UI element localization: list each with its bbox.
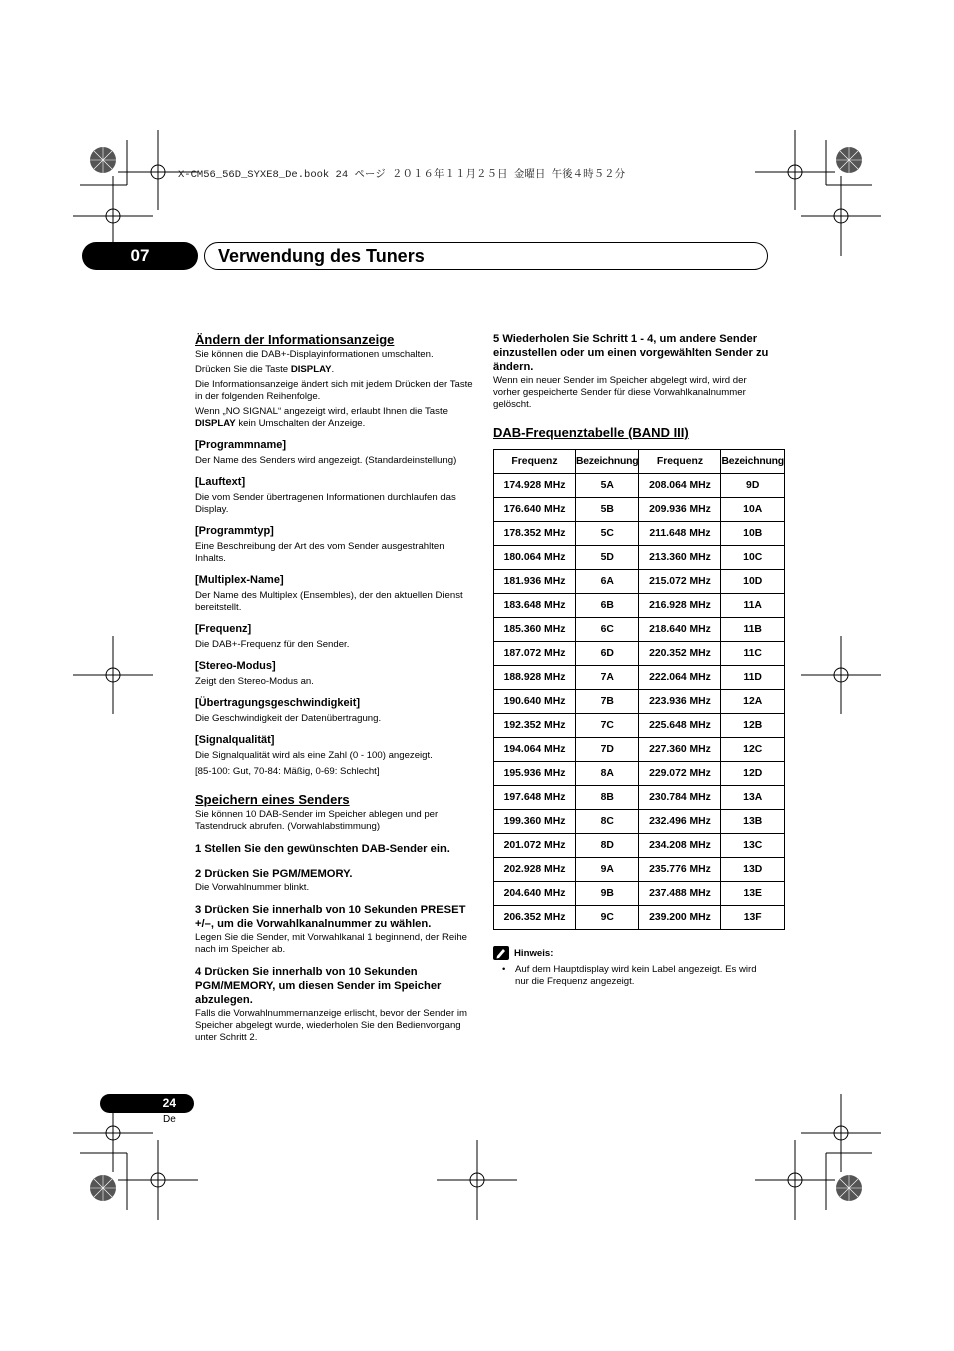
step-3: 3 Drücken Sie innerhalb von 10 Sekunden PRESET +/–, um die Vorwahlkanalnummer zu wählen. <box>195 904 466 930</box>
step-4: 4 Drücken Sie innerhalb von 10 Sekunden PGM/MEMORY, um diesen Sender im Speicher abzulegen. <box>195 966 442 1006</box>
table-row <box>494 738 785 762</box>
table-cell: 230.784 MHz <box>639 786 721 810</box>
item-text: Die DAB+-Frequenz für den Sender. <box>195 639 350 650</box>
table-cell: 11D <box>721 666 784 690</box>
item-text: Der Name des Senders wird angezeigt. (Standardeinstellung) <box>195 455 457 466</box>
table-cell: 6C <box>576 618 639 642</box>
table-cell: 220.352 MHz <box>639 642 721 666</box>
table-cell: 11A <box>721 594 784 618</box>
table-cell: 181.936 MHz <box>494 570 576 594</box>
item-label: [Signalqualität] <box>195 734 275 746</box>
paragraph: Sie können 10 DAB-Sender im Speicher ablegen und per Tastendruck abrufen. (Vorwahlabstimmung) <box>195 809 439 832</box>
step-5: 5 Wiederholen Sie Schritt 1 - 4, um andere Sender einzustellen oder um einen vorgewählten Sender zu ändern. <box>493 333 769 373</box>
table-cell: 8C <box>576 810 639 834</box>
item-label: [Übertragungsgeschwindigkeit] <box>195 697 361 709</box>
table-header-row <box>494 450 785 474</box>
step-2: 2 Drücken Sie PGM/MEMORY. <box>195 868 353 880</box>
note-text: Auf dem Hauptdisplay wird kein Label angezeigt. Es wird nur die Frequenz angezeigt. <box>515 964 757 987</box>
header-cell: Frequenz <box>639 450 721 474</box>
table-cell: 8B <box>576 786 639 810</box>
header-cell: Bezeichnung <box>576 450 639 474</box>
table-cell: 9C <box>576 906 639 930</box>
section-title-store-station: Speichern eines Senders <box>195 792 350 807</box>
item-text: Die Signalqualität wird als eine Zahl (0 - 100) angezeigt. <box>195 750 433 761</box>
table-row <box>494 546 785 570</box>
table-cell: 206.352 MHz <box>494 906 576 930</box>
item-text: Die vom Sender übertragenen Informationen durchlaufen das Display. <box>195 492 456 515</box>
table-row <box>494 786 785 810</box>
step-5-text: Wenn ein neuer Sender im Speicher abgelegt wird, wird der vorher gespeicherte Sender für diese Vorwahlkanalnummer gelöscht. <box>493 375 747 410</box>
table-cell: 5A <box>576 474 639 498</box>
table-cell: 176.640 MHz <box>494 498 576 522</box>
table-cell: 5B <box>576 498 639 522</box>
table-cell: 234.208 MHz <box>639 834 721 858</box>
table-row <box>494 714 785 738</box>
right-column <box>493 332 769 441</box>
table-cell: 197.648 MHz <box>494 786 576 810</box>
note-label: Hinweis: <box>514 948 554 959</box>
table-row <box>494 834 785 858</box>
item-label: [Stereo-Modus] <box>195 660 276 672</box>
table-cell: 180.064 MHz <box>494 546 576 570</box>
bullet-icon: • <box>502 964 506 975</box>
table-cell: 12A <box>721 690 784 714</box>
table-cell: 218.640 MHz <box>639 618 721 642</box>
table-cell: 9A <box>576 858 639 882</box>
chapter-number: 07 <box>82 242 198 270</box>
table-cell: 194.064 MHz <box>494 738 576 762</box>
table-cell: 199.360 MHz <box>494 810 576 834</box>
table-cell: 13F <box>721 906 784 930</box>
table-title: DAB-Frequenztabelle (BAND III) <box>493 425 689 440</box>
paragraph: Die Informationsanzeige ändert sich mit jedem Drücken der Taste in der folgenden Reihenfolge. <box>195 379 473 402</box>
item-text: Zeigt den Stereo-Modus an. <box>195 676 314 687</box>
table-cell: 239.200 MHz <box>639 906 721 930</box>
table-cell: 232.496 MHz <box>639 810 721 834</box>
table-cell: 13E <box>721 882 784 906</box>
item-label: [Multiplex-Name] <box>195 574 284 586</box>
table-cell: 13B <box>721 810 784 834</box>
table-cell: 10A <box>721 498 784 522</box>
paragraph: Drücken Sie die Taste DISPLAY. <box>195 364 335 375</box>
table-cell: 174.928 MHz <box>494 474 576 498</box>
table-cell: 208.064 MHz <box>639 474 721 498</box>
table-row <box>494 882 785 906</box>
table-cell: 10B <box>721 522 784 546</box>
table-row <box>494 522 785 546</box>
table-cell: 183.648 MHz <box>494 594 576 618</box>
frequency-table <box>493 449 785 930</box>
table-cell: 5D <box>576 546 639 570</box>
step-2-text: Die Vorwahlnummer blinkt. <box>195 882 310 893</box>
item-label: [Programmname] <box>195 439 287 451</box>
table-cell: 209.936 MHz <box>639 498 721 522</box>
table-row <box>494 690 785 714</box>
table-cell: 222.064 MHz <box>639 666 721 690</box>
page-number: 24 <box>100 1094 194 1113</box>
table-cell: 13A <box>721 786 784 810</box>
table-cell: 202.928 MHz <box>494 858 576 882</box>
paragraph: Wenn „NO SIGNAL“ angezeigt wird, erlaubt Ihnen die Taste DISPLAY kein Umschalten der Anzeige. <box>195 406 448 429</box>
left-column <box>195 332 473 1044</box>
paragraph: Sie können die DAB+-Displayinformationen umschalten. <box>195 349 434 360</box>
table-cell: 229.072 MHz <box>639 762 721 786</box>
section-title-info-display: Ändern der Informationsanzeige <box>195 332 395 347</box>
table-row <box>494 498 785 522</box>
table-cell: 7B <box>576 690 639 714</box>
table-row <box>494 666 785 690</box>
table-row <box>494 858 785 882</box>
table-cell: 223.936 MHz <box>639 690 721 714</box>
page-language: De <box>163 1114 176 1125</box>
table-cell: 6B <box>576 594 639 618</box>
step-3-text: Legen Sie die Sender, mit Vorwahlkanal 1 beginnend, der Reihe nach im Speicher ab. <box>195 932 468 955</box>
table-cell: 201.072 MHz <box>494 834 576 858</box>
table-cell: 10D <box>721 570 784 594</box>
table-cell: 7D <box>576 738 639 762</box>
table-cell: 188.928 MHz <box>494 666 576 690</box>
item-text: Die Geschwindigkeit der Datenübertragung. <box>195 713 382 724</box>
table-cell: 13D <box>721 858 784 882</box>
table-cell: 225.648 MHz <box>639 714 721 738</box>
table-cell: 195.936 MHz <box>494 762 576 786</box>
table-cell: 5C <box>576 522 639 546</box>
table-cell: 215.072 MHz <box>639 570 721 594</box>
table-cell: 213.360 MHz <box>639 546 721 570</box>
table-cell: 10C <box>721 546 784 570</box>
table-cell: 11C <box>721 642 784 666</box>
item-text: Eine Beschreibung der Art des vom Sender ausgestrahlten Inhalts. <box>195 541 445 564</box>
table-cell: 178.352 MHz <box>494 522 576 546</box>
table-row <box>494 618 785 642</box>
table-row <box>494 906 785 930</box>
table-cell: 216.928 MHz <box>639 594 721 618</box>
table-cell: 12D <box>721 762 784 786</box>
table-row <box>494 474 785 498</box>
item-label: [Lauftext] <box>195 476 246 488</box>
chapter-title: Verwendung des Tuners <box>218 246 425 266</box>
print-metadata: X-CM56_56D_SYXE8_De.book 24 ページ ２０１６年１１月２５日 金曜日 午後４時５２分 <box>178 169 626 181</box>
note-icon <box>493 946 509 960</box>
header-cell: Bezeichnung <box>721 450 784 474</box>
table-cell: 237.488 MHz <box>639 882 721 906</box>
item-label: [Frequenz] <box>195 623 252 635</box>
table-cell: 192.352 MHz <box>494 714 576 738</box>
table-cell: 11B <box>721 618 784 642</box>
item-text: Der Name des Multiplex (Ensembles), der den aktuellen Dienst bereitstellt. <box>195 590 463 613</box>
table-row <box>494 594 785 618</box>
table-cell: 9B <box>576 882 639 906</box>
table-cell: 12B <box>721 714 784 738</box>
table-cell: 8A <box>576 762 639 786</box>
table-row <box>494 810 785 834</box>
table-cell: 12C <box>721 738 784 762</box>
table-body <box>494 474 785 930</box>
step-4-text: Falls die Vorwahlnummernanzeige erlischt, bevor der Sender im Speicher abgelegt wurde, wiederholen Sie den Bedienvorgang unter Schritt 2. <box>195 1008 467 1043</box>
table-cell: 6D <box>576 642 639 666</box>
table-cell: 8D <box>576 834 639 858</box>
table-row <box>494 642 785 666</box>
signal-scale: [85-100: Gut, 70-84: Mäßig, 0-69: Schlecht] <box>195 766 380 777</box>
table-row <box>494 570 785 594</box>
table-cell: 13C <box>721 834 784 858</box>
table-cell: 235.776 MHz <box>639 858 721 882</box>
table-cell: 204.640 MHz <box>494 882 576 906</box>
step-1: 1 Stellen Sie den gewünschten DAB-Sender ein. <box>195 843 450 855</box>
table-cell: 9D <box>721 474 784 498</box>
table-cell: 185.360 MHz <box>494 618 576 642</box>
table-cell: 7C <box>576 714 639 738</box>
table-cell: 6A <box>576 570 639 594</box>
header-cell: Frequenz <box>494 450 576 474</box>
table-cell: 7A <box>576 666 639 690</box>
table-cell: 190.640 MHz <box>494 690 576 714</box>
table-cell: 211.648 MHz <box>639 522 721 546</box>
item-label: [Programmtyp] <box>195 525 274 537</box>
table-row <box>494 762 785 786</box>
table-cell: 187.072 MHz <box>494 642 576 666</box>
table-cell: 227.360 MHz <box>639 738 721 762</box>
